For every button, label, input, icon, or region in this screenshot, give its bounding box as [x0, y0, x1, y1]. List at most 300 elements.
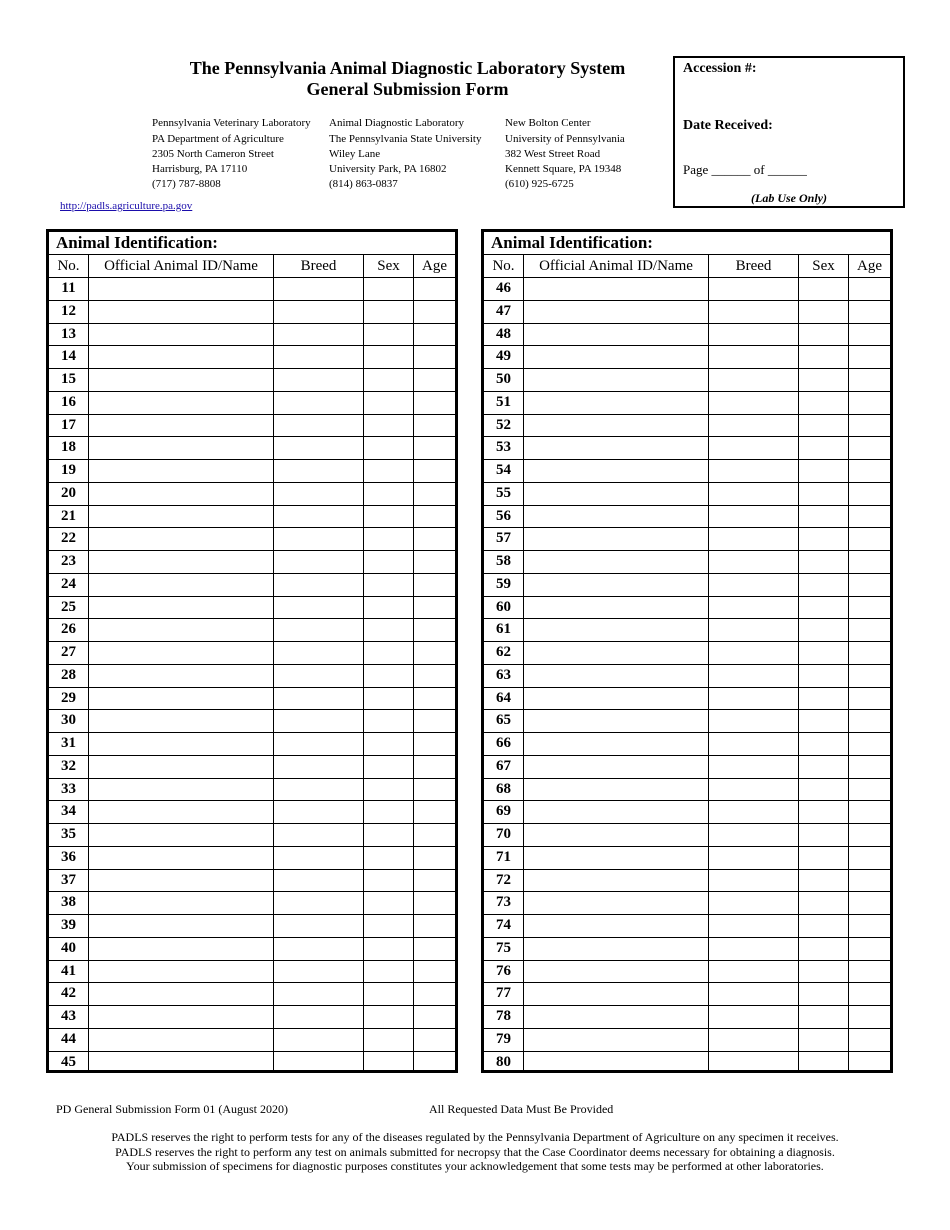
animal-id-input[interactable]: [524, 733, 709, 755]
sex-input[interactable]: [799, 597, 849, 619]
breed-input[interactable]: [709, 369, 799, 391]
animal-id-input[interactable]: [524, 506, 709, 528]
animal-id-input[interactable]: [524, 1052, 709, 1074]
breed-input[interactable]: [709, 938, 799, 960]
lab-address-new-bolton: [505, 116, 625, 192]
age-input[interactable]: [414, 1006, 455, 1028]
animal-id-input[interactable]: [524, 278, 709, 300]
age-input[interactable]: [414, 619, 455, 641]
breed-input[interactable]: [709, 392, 799, 414]
breed-input[interactable]: [274, 528, 364, 550]
animal-id-input[interactable]: [89, 460, 274, 482]
animal-id-input[interactable]: [524, 369, 709, 391]
breed-input[interactable]: [274, 346, 364, 368]
age-input[interactable]: [849, 1006, 890, 1028]
breed-input[interactable]: [709, 551, 799, 573]
sex-input[interactable]: [799, 506, 849, 528]
sex-input[interactable]: [799, 756, 849, 778]
sex-input[interactable]: [799, 779, 849, 801]
sex-input[interactable]: [799, 460, 849, 482]
sex-input[interactable]: [799, 710, 849, 732]
age-input[interactable]: [414, 1052, 455, 1074]
website-link[interactable]: http://padls.agriculture.pa.gov: [60, 200, 193, 212]
animal-id-input[interactable]: [524, 415, 709, 437]
age-input[interactable]: [849, 870, 890, 892]
age-input[interactable]: [849, 779, 890, 801]
age-input[interactable]: [849, 369, 890, 391]
sex-input[interactable]: [799, 824, 849, 846]
sex-input[interactable]: [364, 1029, 414, 1051]
age-input[interactable]: [414, 870, 455, 892]
breed-input[interactable]: [709, 915, 799, 937]
animal-id-input[interactable]: [524, 392, 709, 414]
age-input[interactable]: [849, 961, 890, 983]
row-number: 62: [484, 642, 524, 664]
page-of-field[interactable]: Page ______ of ______: [683, 162, 807, 177]
sex-input[interactable]: [364, 1006, 414, 1028]
breed-input[interactable]: [709, 619, 799, 641]
sex-input[interactable]: [799, 437, 849, 459]
age-input[interactable]: [414, 642, 455, 664]
table-row: [484, 278, 890, 301]
breed-input[interactable]: [709, 483, 799, 505]
animal-id-input[interactable]: [89, 642, 274, 664]
breed-input[interactable]: [274, 961, 364, 983]
age-input[interactable]: [849, 437, 890, 459]
animal-id-input[interactable]: [89, 574, 274, 596]
breed-input[interactable]: [709, 278, 799, 300]
age-input[interactable]: [414, 528, 455, 550]
breed-input[interactable]: [274, 642, 364, 664]
sex-input[interactable]: [799, 528, 849, 550]
sex-input[interactable]: [364, 392, 414, 414]
table-title: Animal Identification:: [49, 232, 455, 255]
animal-id-input[interactable]: [89, 961, 274, 983]
animal-id-input[interactable]: [524, 892, 709, 914]
sex-input[interactable]: [799, 733, 849, 755]
age-input[interactable]: [849, 1052, 890, 1074]
animal-id-input[interactable]: [524, 847, 709, 869]
breed-input[interactable]: [274, 801, 364, 823]
age-input[interactable]: [849, 528, 890, 550]
age-input[interactable]: [414, 983, 455, 1005]
breed-input[interactable]: [274, 1029, 364, 1051]
breed-input[interactable]: [709, 665, 799, 687]
animal-id-input[interactable]: [89, 870, 274, 892]
animal-id-input[interactable]: [89, 369, 274, 391]
age-input[interactable]: [414, 1029, 455, 1051]
age-input[interactable]: [849, 324, 890, 346]
breed-input[interactable]: [709, 733, 799, 755]
sex-input[interactable]: [799, 346, 849, 368]
animal-id-input[interactable]: [89, 324, 274, 346]
breed-input[interactable]: [709, 415, 799, 437]
age-input[interactable]: [414, 847, 455, 869]
age-input[interactable]: [849, 733, 890, 755]
breed-input[interactable]: [274, 688, 364, 710]
sex-input[interactable]: [799, 801, 849, 823]
age-input[interactable]: [849, 642, 890, 664]
sex-input[interactable]: [799, 983, 849, 1005]
age-input[interactable]: [414, 460, 455, 482]
animal-id-input[interactable]: [524, 597, 709, 619]
animal-id-input[interactable]: [524, 346, 709, 368]
animal-id-input[interactable]: [89, 619, 274, 641]
breed-input[interactable]: [709, 1006, 799, 1028]
animal-id-input[interactable]: [524, 688, 709, 710]
lab-phone: (717) 787-8808: [152, 178, 221, 190]
breed-input[interactable]: [274, 483, 364, 505]
sex-input[interactable]: [364, 710, 414, 732]
animal-id-input[interactable]: [89, 892, 274, 914]
sex-input[interactable]: [799, 415, 849, 437]
sex-input[interactable]: [799, 392, 849, 414]
age-input[interactable]: [849, 801, 890, 823]
age-input[interactable]: [849, 460, 890, 482]
animal-id-input[interactable]: [89, 346, 274, 368]
animal-id-input[interactable]: [89, 528, 274, 550]
age-input[interactable]: [414, 415, 455, 437]
age-input[interactable]: [414, 779, 455, 801]
animal-id-input[interactable]: [524, 460, 709, 482]
age-input[interactable]: [414, 346, 455, 368]
animal-id-input[interactable]: [89, 1006, 274, 1028]
animal-id-input[interactable]: [524, 642, 709, 664]
sex-input[interactable]: [364, 938, 414, 960]
sex-input[interactable]: [364, 801, 414, 823]
sex-input[interactable]: [364, 460, 414, 482]
breed-input[interactable]: [274, 415, 364, 437]
age-input[interactable]: [414, 915, 455, 937]
breed-input[interactable]: [274, 665, 364, 687]
animal-id-input[interactable]: [89, 415, 274, 437]
animal-id-input[interactable]: [524, 961, 709, 983]
breed-input[interactable]: [274, 870, 364, 892]
age-input[interactable]: [414, 961, 455, 983]
age-input[interactable]: [849, 938, 890, 960]
breed-input[interactable]: [274, 301, 364, 323]
breed-input[interactable]: [709, 301, 799, 323]
age-input[interactable]: [849, 665, 890, 687]
breed-input[interactable]: [709, 779, 799, 801]
breed-input[interactable]: [709, 892, 799, 914]
age-input[interactable]: [849, 688, 890, 710]
age-input[interactable]: [414, 710, 455, 732]
breed-input[interactable]: [274, 733, 364, 755]
sex-input[interactable]: [364, 642, 414, 664]
age-input[interactable]: [414, 756, 455, 778]
sex-input[interactable]: [364, 619, 414, 641]
sex-input[interactable]: [799, 619, 849, 641]
sex-input[interactable]: [364, 528, 414, 550]
row-number: 54: [484, 460, 524, 482]
table-row: [484, 574, 890, 597]
sex-input[interactable]: [364, 437, 414, 459]
animal-id-input[interactable]: [524, 710, 709, 732]
animal-id-input[interactable]: [524, 801, 709, 823]
animal-id-input[interactable]: [89, 756, 274, 778]
age-input[interactable]: [414, 278, 455, 300]
animal-id-input[interactable]: [524, 665, 709, 687]
animal-id-input[interactable]: [524, 551, 709, 573]
breed-input[interactable]: [709, 574, 799, 596]
animal-id-input[interactable]: [524, 870, 709, 892]
breed-input[interactable]: [709, 324, 799, 346]
breed-input[interactable]: [709, 870, 799, 892]
sex-input[interactable]: [799, 324, 849, 346]
age-input[interactable]: [414, 392, 455, 414]
age-input[interactable]: [849, 824, 890, 846]
sex-input[interactable]: [799, 915, 849, 937]
animal-id-input[interactable]: [524, 938, 709, 960]
row-number: 77: [484, 983, 524, 1005]
age-input[interactable]: [849, 983, 890, 1005]
animal-id-input[interactable]: [89, 938, 274, 960]
age-input[interactable]: [414, 688, 455, 710]
age-input[interactable]: [849, 551, 890, 573]
animal-id-input[interactable]: [89, 278, 274, 300]
age-input[interactable]: [849, 301, 890, 323]
age-input[interactable]: [414, 824, 455, 846]
age-input[interactable]: [414, 801, 455, 823]
age-input[interactable]: [849, 392, 890, 414]
animal-id-input[interactable]: [89, 983, 274, 1005]
breed-input[interactable]: [709, 824, 799, 846]
breed-input[interactable]: [709, 961, 799, 983]
age-input[interactable]: [849, 892, 890, 914]
breed-input[interactable]: [274, 437, 364, 459]
breed-input[interactable]: [709, 506, 799, 528]
breed-input[interactable]: [709, 642, 799, 664]
animal-id-input[interactable]: [524, 824, 709, 846]
breed-input[interactable]: [274, 324, 364, 346]
animal-id-input[interactable]: [89, 301, 274, 323]
breed-input[interactable]: [274, 369, 364, 391]
age-input[interactable]: [414, 938, 455, 960]
age-input[interactable]: [849, 710, 890, 732]
sex-input[interactable]: [364, 278, 414, 300]
breed-input[interactable]: [274, 756, 364, 778]
sex-input[interactable]: [799, 892, 849, 914]
sex-input[interactable]: [364, 824, 414, 846]
animal-id-input[interactable]: [524, 324, 709, 346]
breed-input[interactable]: [709, 437, 799, 459]
animal-id-input[interactable]: [524, 483, 709, 505]
animal-id-input[interactable]: [524, 983, 709, 1005]
sex-input[interactable]: [364, 301, 414, 323]
sex-input[interactable]: [364, 983, 414, 1005]
sex-input[interactable]: [799, 665, 849, 687]
breed-input[interactable]: [709, 597, 799, 619]
age-input[interactable]: [414, 551, 455, 573]
sex-input[interactable]: [364, 870, 414, 892]
breed-input[interactable]: [274, 1006, 364, 1028]
age-input[interactable]: [849, 506, 890, 528]
animal-id-input[interactable]: [524, 619, 709, 641]
age-input[interactable]: [414, 437, 455, 459]
breed-input[interactable]: [709, 710, 799, 732]
sex-input[interactable]: [799, 574, 849, 596]
age-input[interactable]: [414, 733, 455, 755]
age-input[interactable]: [849, 847, 890, 869]
sex-input[interactable]: [799, 551, 849, 573]
sex-input[interactable]: [799, 1029, 849, 1051]
animal-id-input[interactable]: [89, 801, 274, 823]
age-input[interactable]: [849, 483, 890, 505]
animal-id-input[interactable]: [89, 915, 274, 937]
animal-id-input[interactable]: [524, 437, 709, 459]
age-input[interactable]: [414, 506, 455, 528]
animal-id-input[interactable]: [89, 847, 274, 869]
animal-id-input[interactable]: [524, 1029, 709, 1051]
table-row: [484, 938, 890, 961]
sex-input[interactable]: [364, 551, 414, 573]
sex-input[interactable]: [364, 1052, 414, 1074]
animal-id-input[interactable]: [89, 483, 274, 505]
sex-input[interactable]: [364, 506, 414, 528]
breed-input[interactable]: [274, 278, 364, 300]
animal-id-input[interactable]: [524, 301, 709, 323]
age-input[interactable]: [849, 574, 890, 596]
animal-id-input[interactable]: [89, 1052, 274, 1074]
breed-input[interactable]: [274, 915, 364, 937]
breed-input[interactable]: [274, 619, 364, 641]
row-number: 52: [484, 415, 524, 437]
breed-input[interactable]: [709, 1052, 799, 1074]
animal-id-input[interactable]: [524, 1006, 709, 1028]
age-input[interactable]: [414, 301, 455, 323]
age-input[interactable]: [849, 1029, 890, 1051]
lab-address-line: The Pennsylvania State University: [329, 133, 482, 145]
breed-input[interactable]: [274, 506, 364, 528]
animal-id-input[interactable]: [89, 733, 274, 755]
breed-input[interactable]: [274, 574, 364, 596]
age-input[interactable]: [414, 574, 455, 596]
sex-input[interactable]: [364, 483, 414, 505]
sex-input[interactable]: [364, 346, 414, 368]
age-input[interactable]: [414, 369, 455, 391]
age-input[interactable]: [414, 892, 455, 914]
animal-id-input[interactable]: [89, 824, 274, 846]
sex-input[interactable]: [799, 483, 849, 505]
sex-input[interactable]: [799, 1052, 849, 1074]
sex-input[interactable]: [364, 415, 414, 437]
sex-input[interactable]: [364, 892, 414, 914]
sex-input[interactable]: [364, 779, 414, 801]
breed-input[interactable]: [709, 688, 799, 710]
row-number: 58: [484, 551, 524, 573]
breed-input[interactable]: [274, 710, 364, 732]
sex-input[interactable]: [364, 961, 414, 983]
animal-id-input[interactable]: [524, 915, 709, 937]
sex-input[interactable]: [364, 688, 414, 710]
animal-id-input[interactable]: [89, 779, 274, 801]
age-input[interactable]: [849, 756, 890, 778]
animal-id-input[interactable]: [89, 392, 274, 414]
sex-input[interactable]: [364, 756, 414, 778]
row-number: 51: [484, 392, 524, 414]
age-input[interactable]: [414, 597, 455, 619]
sex-input[interactable]: [799, 301, 849, 323]
animal-id-input[interactable]: [89, 551, 274, 573]
breed-input[interactable]: [709, 847, 799, 869]
breed-input[interactable]: [274, 938, 364, 960]
row-number: 43: [49, 1006, 89, 1028]
disclaimer-line: Your submission of specimens for diagnostic purposes constitutes your acknowledgement that some tests may be performed at other laboratories.: [126, 1159, 824, 1173]
sex-input[interactable]: [799, 1006, 849, 1028]
sex-input[interactable]: [799, 961, 849, 983]
animal-id-table-right: [481, 229, 893, 1073]
breed-input[interactable]: [274, 892, 364, 914]
animal-id-input[interactable]: [524, 528, 709, 550]
breed-input[interactable]: [274, 392, 364, 414]
breed-input[interactable]: [709, 460, 799, 482]
breed-input[interactable]: [274, 460, 364, 482]
age-input[interactable]: [849, 278, 890, 300]
animal-id-input[interactable]: [89, 688, 274, 710]
breed-input[interactable]: [274, 847, 364, 869]
breed-input[interactable]: [274, 824, 364, 846]
sex-input[interactable]: [364, 847, 414, 869]
sex-input[interactable]: [364, 597, 414, 619]
breed-input[interactable]: [274, 1052, 364, 1074]
sex-input[interactable]: [799, 688, 849, 710]
breed-input[interactable]: [709, 528, 799, 550]
row-number: 27: [49, 642, 89, 664]
breed-input[interactable]: [274, 597, 364, 619]
sex-input[interactable]: [364, 369, 414, 391]
sex-input[interactable]: [799, 938, 849, 960]
animal-id-input[interactable]: [524, 779, 709, 801]
age-input[interactable]: [849, 415, 890, 437]
animal-id-input[interactable]: [89, 597, 274, 619]
sex-input[interactable]: [799, 369, 849, 391]
age-input[interactable]: [849, 915, 890, 937]
sex-input[interactable]: [364, 733, 414, 755]
animal-id-input[interactable]: [89, 506, 274, 528]
age-input[interactable]: [414, 324, 455, 346]
sex-input[interactable]: [799, 642, 849, 664]
age-input[interactable]: [414, 665, 455, 687]
sex-input[interactable]: [364, 915, 414, 937]
breed-input[interactable]: [709, 346, 799, 368]
breed-input[interactable]: [274, 983, 364, 1005]
sex-input[interactable]: [364, 324, 414, 346]
sex-input[interactable]: [799, 847, 849, 869]
breed-input[interactable]: [709, 801, 799, 823]
breed-input[interactable]: [709, 1029, 799, 1051]
breed-input[interactable]: [709, 983, 799, 1005]
animal-id-input[interactable]: [89, 710, 274, 732]
breed-input[interactable]: [709, 756, 799, 778]
breed-input[interactable]: [274, 551, 364, 573]
age-input[interactable]: [849, 346, 890, 368]
age-input[interactable]: [849, 619, 890, 641]
sex-input[interactable]: [799, 278, 849, 300]
sex-input[interactable]: [364, 665, 414, 687]
animal-id-input[interactable]: [89, 665, 274, 687]
animal-id-input[interactable]: [89, 1029, 274, 1051]
sex-input[interactable]: [799, 870, 849, 892]
animal-id-input[interactable]: [524, 574, 709, 596]
age-input[interactable]: [849, 597, 890, 619]
table-row: [49, 915, 455, 938]
animal-id-input[interactable]: [89, 437, 274, 459]
breed-input[interactable]: [274, 779, 364, 801]
animal-id-input[interactable]: [524, 756, 709, 778]
sex-input[interactable]: [364, 574, 414, 596]
age-input[interactable]: [414, 483, 455, 505]
